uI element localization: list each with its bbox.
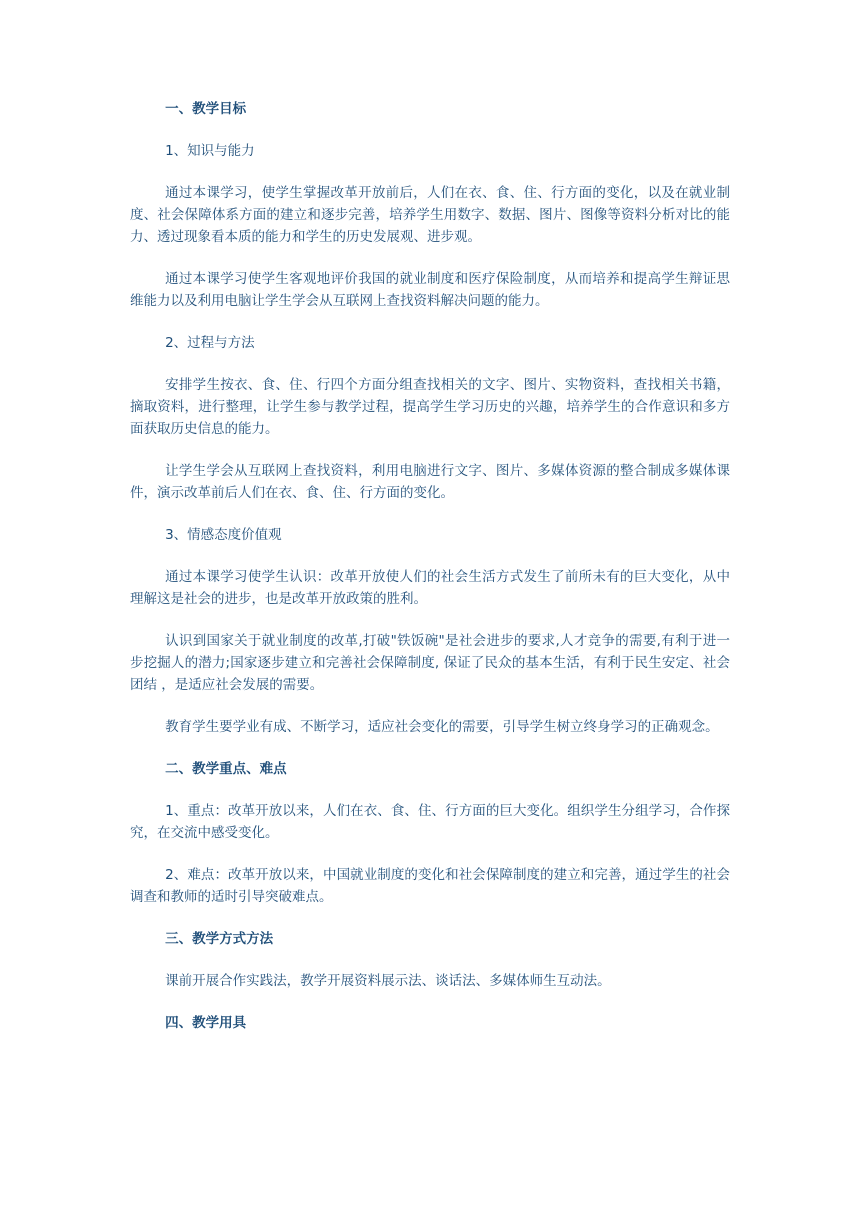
- section-heading-key-points: 二、教学重点、难点: [165, 761, 287, 777]
- paragraph-emotion-1: 通过本课学习使学生认识：改革开放使人们的社会生活方式发生了前所未有的巨大变化，从中理解这是社会的进步，也是改革开放政策的胜利。: [130, 569, 730, 607]
- paragraph-emotion-2: 认识到国家关于就业制度的改革,打破"铁饭碗"是社会进步的要求,人才竞争的需要,有利于进一步挖掘人的潜力;国家逐步建立和完善社会保障制度, 保证了民众的基本生活，有利于民生安定、社会团结 ，是适应社会发展的需要。: [130, 633, 730, 693]
- paragraph-emotion-3: 教育学生要学业有成、不断学习，适应社会变化的需要，引导学生树立终身学习的正确观念。: [165, 719, 719, 735]
- section-heading-tools: 四、教学用具: [165, 1015, 247, 1031]
- paragraph-process-1: 安排学生按衣、食、住、行四个方面分组查找相关的文字、图片、实物资料，查找相关书籍，摘取资料，进行整理，让学生参与教学过程，提高学生学习历史的兴趣，培养学生的合作意识和多方面获取历史信息的能力。: [130, 377, 730, 437]
- paragraph-process-2: 让学生学会从互联网上查找资料，利用电脑进行文字、图片、多媒体资源的整合制成多媒体课件，演示改革前后人们在衣、食、住、行方面的变化。: [130, 463, 730, 501]
- paragraph-knowledge-2: 通过本课学习使学生客观地评价我国的就业制度和医疗保险制度，从而培养和提高学生辩证思维能力以及利用电脑让学生学会从互联网上查找资料解决问题的能力。: [130, 271, 730, 309]
- paragraph-key-point: 1、重点：改革开放以来，人们在衣、食、住、行方面的巨大变化。组织学生分组学习，合作探究，在交流中感受变化。: [130, 803, 730, 841]
- document-page: [130, 98, 730, 1034]
- paragraph-knowledge-1: 通过本课学习，使学生掌握改革开放前后，人们在衣、食、住、行方面的变化，以及在就业制度、社会保障体系方面的建立和逐步完善，培养学生用数字、数据、图片、图像等资料分析对比的能力、透过现象看本质的能力和学生的历史发展观、进步观。: [130, 185, 730, 245]
- subheading-emotion-values: 3、情感态度价值观: [165, 527, 282, 543]
- paragraph-methods: 课前开展合作实践法，教学开展资料展示法、谈话法、多媒体师生互动法。: [165, 973, 611, 989]
- paragraph-difficult-point: 2、难点：改革开放以来，中国就业制度的变化和社会保障制度的建立和完善，通过学生的社会调查和教师的适时引导突破难点。: [130, 867, 730, 905]
- subheading-process-method: 2、过程与方法: [165, 335, 255, 351]
- section-heading-methods: 三、教学方式方法: [165, 931, 274, 947]
- section-heading-objectives: 一、教学目标: [165, 101, 247, 117]
- subheading-knowledge-ability: 1、知识与能力: [165, 143, 255, 159]
